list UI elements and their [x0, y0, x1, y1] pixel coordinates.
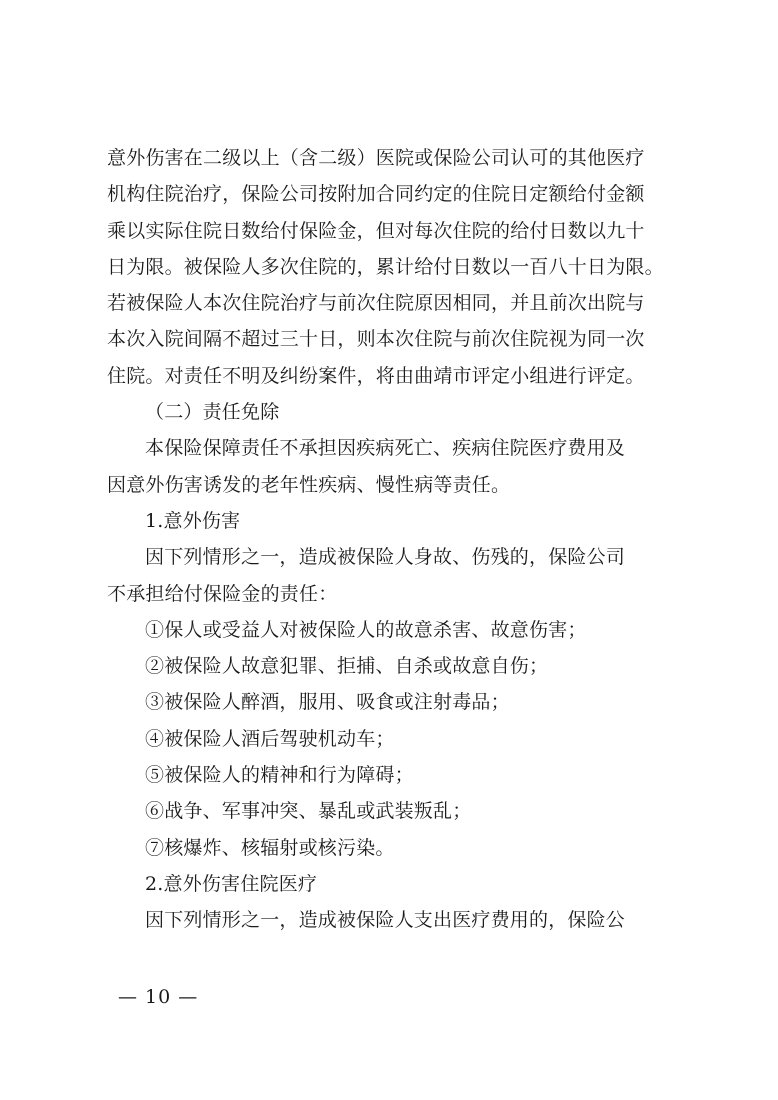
text-line: 因意外伤害诱发的老年性疾病、慢性病等责任。: [107, 473, 511, 496]
paragraph-first-line: 因下列情形之一，造成被保险人支出医疗费用的，保险公: [145, 909, 626, 932]
list-item: ③被保险人醉酒，服用、吸食或注射毒品；: [145, 691, 510, 714]
section-heading: （二）责任免除: [145, 401, 280, 424]
subsection-heading: 2.意外伤害住院医疗: [145, 872, 318, 895]
list-item: ⑥战争、军事冲突、暴乱或武装叛乱；: [145, 800, 472, 823]
text-line: 日为限。被保险人多次住院的，累计给付日数以一百八十日为限。: [107, 255, 664, 278]
page-number: — 10 —: [118, 986, 199, 1008]
text-line: 意外伤害在二级以上（含二级）医院或保险公司认可的其他医疗: [107, 147, 645, 169]
list-item: ⑤被保险人的精神和行为障碍；: [145, 764, 414, 787]
text-line: 本次入院间隔不超过三十日，则本次住院与前次住院视为同一次: [107, 328, 645, 351]
paragraph-first-line: 本保险保障责任不承担因疾病死亡、疾病住院医疗费用及: [145, 437, 626, 460]
text-line: 机构住院治疗，保险公司按附加合同约定的住院日定额给付金额: [107, 183, 645, 206]
text-line: 若被保险人本次住院治疗与前次住院原因相同，并且前次出院与: [107, 292, 645, 315]
text-line: 不承担给付保险金的责任：: [107, 582, 338, 605]
text-line: 住院。对责任不明及纠纷案件，将由曲靖市评定小组进行评定。: [107, 364, 645, 387]
list-item: ⑦核爆炸、核辐射或核污染。: [145, 836, 395, 859]
list-item: ④被保险人酒后驾驶机动车；: [145, 727, 395, 750]
document-body: [107, 140, 679, 939]
list-item: ①保人或受益人对被保险人的故意杀害、故意伤害；: [145, 618, 587, 641]
list-item: ②被保险人故意犯罪、拒捕、自杀或故意自伤；: [145, 655, 549, 678]
paragraph-first-line: 因下列情形之一，造成被保险人身故、伤残的，保险公司: [145, 546, 626, 569]
subsection-heading: 1.意外伤害: [145, 509, 241, 532]
text-line: 乘以实际住院日数给付保险金，但对每次住院的给付日数以九十: [107, 219, 645, 242]
